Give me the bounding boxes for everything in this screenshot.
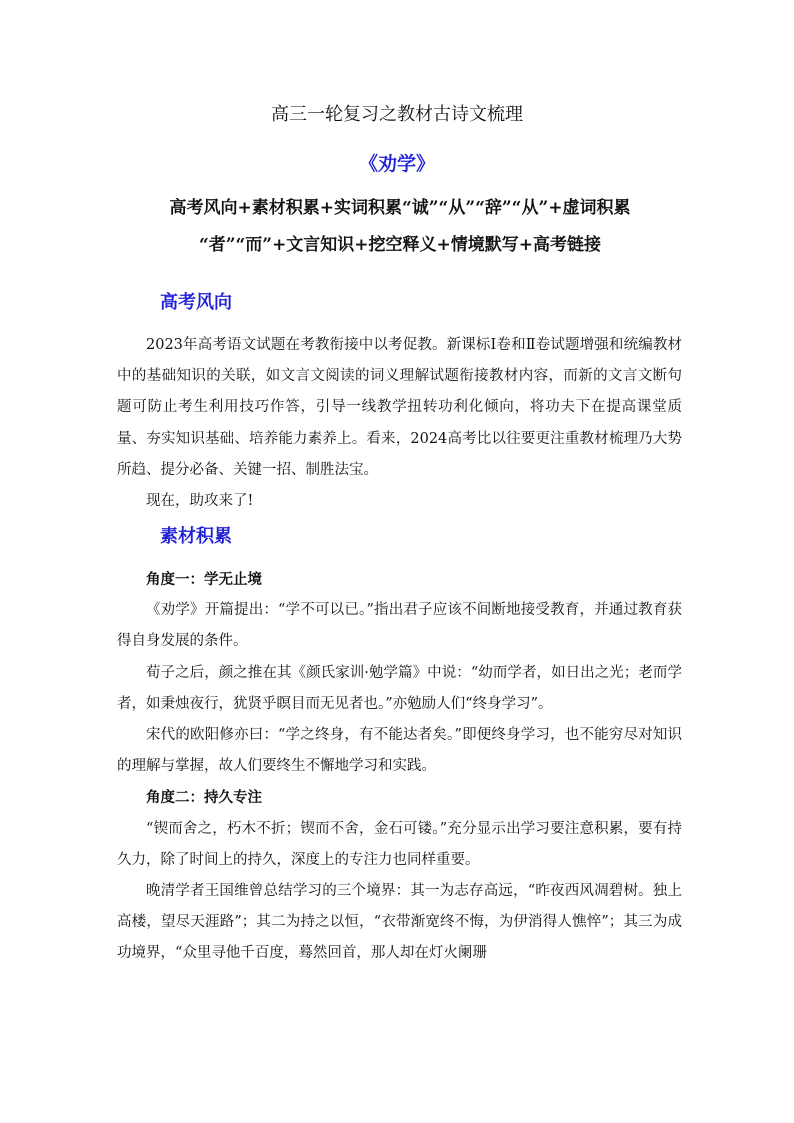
document-title: 高三一轮复习之教材古诗文梳理	[271, 104, 523, 125]
section-heading-material: 素材积累	[160, 526, 232, 547]
trend-body	[117, 330, 682, 517]
subtitle-line-2: “者”“而”+文言知识+挖空释义+情境默写+高考链接	[198, 235, 602, 255]
section-heading-trend: 高考风向	[160, 292, 232, 313]
material-paragraph: 荀子之后，颜之推在其《颜氏家训·勉学篇》中说：“幼而学者，如日出之光；老而学者，如秉烛夜行，犹贤乎瞑目而无见者也。”亦勉励人们“终身学习”。	[117, 664, 682, 712]
material-paragraph: 晚清学者王国维曾总结学习的三个境界：其一为志存高远，“昨夜西风凋碧树。独上高楼，望尽天涯路”；其二为持之以恒，“衣带渐宽终不悔，为伊消得人憔悴”；其三为成功境界，“众里寻他千百度，蓦然回首，那人却在灯火阑珊	[117, 883, 682, 962]
material-paragraph: 宋代的欧阳修亦曰：“学之终身，有不能达者矣。”即便终身学习，也不能穷尽对知识的理解与掌握，故人们要终生不懈地学习和实践。	[117, 727, 682, 775]
trend-paragraph: 2023年高考语文试题在考教衔接中以考促教。新课标Ⅰ卷和Ⅱ卷试题增强和统编教材中的基础知识的关联，如文言文阅读的词义理解试题衔接教材内容，而新的文言文断句题可防止考生利用技巧作答，引导一线教学扭转功利化倾向，将功夫下在提高课堂质量、夯实知识基础、培养能力素养上。看来，2024高考比以往要更注重教材梳理乃大势所趋、提分必备、关键一招、制胜法宝。	[117, 337, 682, 478]
material-paragraph: “锲而舍之，朽木不折；锲而不舍，金石可镂。”充分显示出学习要注意积累，要有持久力，除了时间上的持久，深度上的专注力也同样重要。	[117, 820, 682, 868]
trend-paragraph: 现在，助攻来了!	[146, 493, 254, 510]
angle-heading: 角度二：持久专注	[146, 789, 262, 807]
material-body	[117, 564, 682, 970]
angle-heading: 角度一：学无止境	[146, 571, 262, 588]
text-title: 《劝学》	[358, 153, 435, 175]
subtitle-line-1: 高考风向+素材积累+实词积累“诚”“从”“辞”“从”+虚词积累	[169, 198, 631, 218]
material-paragraph: 《劝学》开篇提出：“学不可以已。”指出君子应该不间断地接受教育，并通过教育获得自身发展的条件。	[117, 602, 682, 650]
